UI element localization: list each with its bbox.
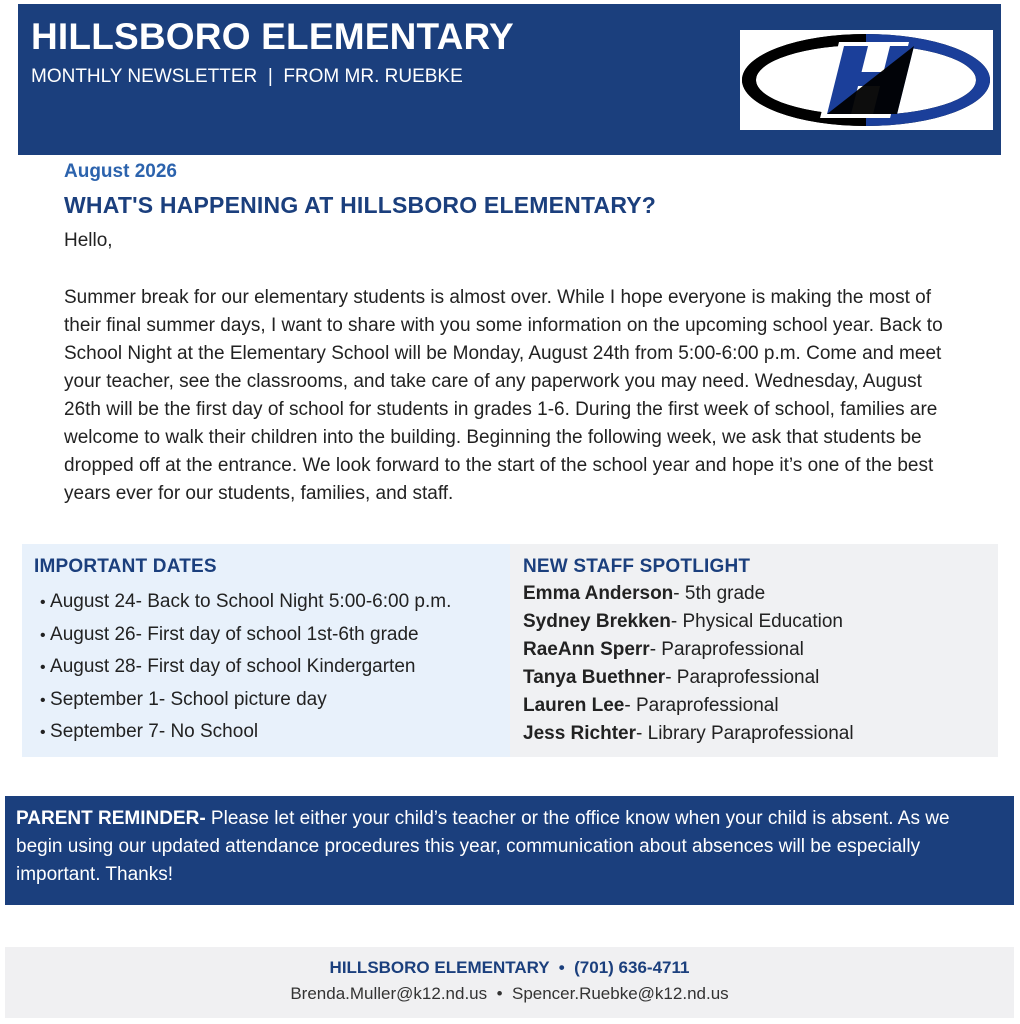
list-item: • September 7- No School xyxy=(40,716,451,749)
newsletter-subtitle: MONTHLY NEWSLETTER | FROM MR. RUEBKE xyxy=(31,66,463,87)
staff-spotlight-title: NEW STAFF SPOTLIGHT xyxy=(523,556,751,577)
staff-role: - Library Paraprofessional xyxy=(636,723,854,744)
staff-role: - 5th grade xyxy=(673,583,766,604)
important-dates-panel xyxy=(22,544,510,757)
footer-email-line: Brenda.Muller@k12.nd.us • Spencer.Ruebke@k12.nd.us xyxy=(290,984,729,1003)
staff-name: Tanya Buethner xyxy=(523,667,666,688)
list-item: • August 28- First day of school Kindergarten xyxy=(40,651,451,684)
parent-reminder-banner xyxy=(5,796,1014,905)
staff-row xyxy=(523,608,854,636)
staff-role: - Paraprofessional xyxy=(624,695,779,716)
greeting: Hello, xyxy=(64,230,113,251)
list-item: • August 24- Back to School Night 5:00-6:00 p.m. xyxy=(40,586,451,619)
newsletter-headline: WHAT'S HAPPENING AT HILLSBORO ELEMENTARY? xyxy=(64,192,657,218)
staff-name: Lauren Lee xyxy=(523,695,625,716)
parent-reminder-label: PARENT REMINDER- xyxy=(16,808,206,829)
important-dates-title: IMPORTANT DATES xyxy=(34,556,217,577)
intro-paragraph: Summer break for our elementary students is almost over. While I hope everyone is making the most of their final summer days, I want to share with you some information on the upcoming school year. Back to School Night at the Elementary School will be Monday, August 24th from 5:00-6:00 p.m. Come and meet your teacher, see the classrooms, and take care of any paperwork you may need. Wednesday, August 26th will be the first day of school for students in grades 1-6. During the first week of school, families are welcome to walk their children into the building. Beginning the following week, we ask that students be dropped off at the entrance. We look forward to the start of the school year and hope it’s one of the best years ever for our students, families, and staff. xyxy=(64,287,943,504)
staff-name: Emma Anderson xyxy=(523,583,674,604)
list-item: • August 26- First day of school 1st-6th grade xyxy=(40,619,451,652)
staff-role: - Physical Education xyxy=(670,611,844,632)
important-dates-list xyxy=(40,586,451,749)
staff-row xyxy=(523,664,854,692)
school-name: HILLSBORO ELEMENTARY xyxy=(31,16,514,57)
staff-row xyxy=(523,580,854,608)
staff-row xyxy=(523,636,854,664)
staff-row xyxy=(523,692,854,720)
hillsboro-h-logo-icon xyxy=(740,30,993,130)
newsletter-header xyxy=(18,4,1001,155)
list-item: • September 1- School picture day xyxy=(40,684,451,717)
staff-name: RaeAnn Sperr xyxy=(523,639,650,660)
newsletter-footer xyxy=(5,947,1014,1018)
parent-reminder-text xyxy=(16,805,1001,889)
footer-contact-line: HILLSBORO ELEMENTARY • (701) 636-4711 xyxy=(329,958,690,977)
staff-name: Jess Richter xyxy=(523,723,637,744)
newsletter-month: August 2026 xyxy=(64,161,177,182)
parent-reminder-message: Please let either your child’s teacher or the office know when your child is absent. As we begin using our updated attendance procedures this year, communication about absences will be especially important. Thanks! xyxy=(16,808,950,885)
staff-role: - Paraprofessional xyxy=(649,639,804,660)
staff-role: - Paraprofessional xyxy=(665,667,820,688)
staff-list xyxy=(523,580,854,748)
staff-name: Sydney Brekken xyxy=(523,611,671,632)
staff-spotlight-panel xyxy=(510,544,998,757)
school-logo xyxy=(740,30,993,130)
staff-row xyxy=(523,720,854,748)
